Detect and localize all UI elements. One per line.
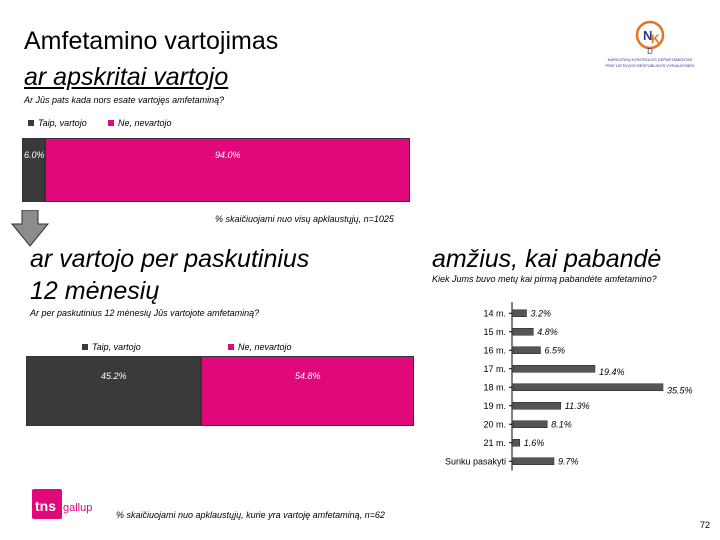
chart1-note: % skaičiuojami nuo visų apklaustųjų, n=1025: [215, 214, 394, 224]
legend-label-yes: Taip, vartojo: [92, 342, 141, 352]
bar-segment-no: [45, 138, 410, 202]
bar: [513, 328, 533, 335]
stacked-bar-chart-ever-used: [22, 138, 410, 202]
y-tick-label: 14 m.: [483, 308, 506, 319]
data-label: 9.7%: [557, 456, 579, 467]
legend-label-no: Ne, nevartojo: [238, 342, 292, 352]
nkd-logo-icon: [600, 18, 700, 70]
section-title-last-12-months-1: ar vartojo per paskutinius: [30, 245, 310, 273]
legend-no-2: [228, 342, 292, 352]
logo-text-line-2: PRIE LIETUVOS RESPUBLIKOS VYRIAUSYBĖS: [605, 63, 695, 68]
legend-yes-2: [82, 342, 141, 352]
y-tick-label: 19 m.: [483, 400, 506, 411]
question-age-first-try: Kiek Jums buvo metų kai pirmą pabandėte amfetamino?: [432, 274, 657, 284]
question-last-12-months: Ar per paskutinius 12 mėnesių Jūs vartojote amfetaminą?: [30, 308, 260, 318]
nkd-logo: [600, 18, 700, 70]
page-title: Amfetamino vartojimas: [24, 27, 279, 55]
down-arrow-icon: [10, 210, 50, 248]
legend-swatch-yes: [82, 344, 88, 350]
tns-gallup-logo: [32, 483, 112, 523]
bar: [513, 458, 554, 465]
data-label: 3.2%: [530, 308, 552, 319]
svg-text:K: K: [651, 32, 660, 46]
y-tick-label: 21 m.: [483, 437, 506, 448]
legend-swatch-no: [108, 120, 114, 126]
horizontal-bar-chart-age: [430, 300, 710, 490]
bar-segment-yes: [26, 356, 201, 426]
section-title-last-12-months-2: 12 mėnesių: [30, 277, 160, 305]
bar: [513, 439, 520, 446]
legend-yes-1: [28, 118, 87, 128]
legend-no-1: [108, 118, 172, 128]
data-label: 19.4%: [598, 366, 625, 377]
logo-text-line-1: NARKOTIKŲ KONTROLĖS DEPARTAMENTAS: [607, 57, 693, 62]
section-title-age-first-try: amžius, kai pabandė: [432, 245, 662, 273]
legend-label-yes: Taip, vartojo: [38, 118, 87, 128]
bar-segment-no: [201, 356, 414, 426]
data-label: 6.5%: [544, 345, 565, 356]
bar: [513, 310, 527, 317]
bar: [513, 347, 540, 354]
legend-swatch-no: [228, 344, 234, 350]
stacked-bar-chart-last-12-months: [26, 356, 414, 426]
y-tick-label: Sunku pasakyti: [444, 456, 506, 467]
bar-label-yes: 45.2%: [101, 371, 127, 381]
y-tick-label: 15 m.: [483, 326, 506, 337]
data-label: 4.8%: [537, 326, 558, 337]
bar: [513, 365, 595, 372]
question-ever-used: Ar Jūs pats kada nors esate vartojęs amfetaminą?: [24, 95, 225, 105]
bar-label-yes: 6.0%: [24, 150, 45, 160]
data-label: 11.3%: [564, 400, 590, 411]
data-label: 8.1%: [551, 419, 572, 430]
svg-text:D: D: [647, 47, 653, 56]
chart2-note: % skaičiuojami nuo apklaustųjų, kurie yra vartoję amfetaminą, n=62: [116, 510, 385, 520]
legend-swatch-yes: [28, 120, 34, 126]
bar-label-no: 54.8%: [295, 371, 321, 381]
page-number: 72: [699, 520, 710, 530]
bar-label-no: 94.0%: [215, 150, 241, 160]
section-title-ever-used: ar apskritai vartojo: [24, 63, 229, 91]
data-label: 1.6%: [523, 437, 545, 448]
bar: [513, 421, 547, 428]
tns-logo-text: tns: [35, 498, 56, 514]
legend-label-no: Ne, nevartojo: [118, 118, 172, 128]
y-tick-label: 17 m.: [483, 363, 506, 374]
y-tick-label: 20 m.: [483, 419, 506, 430]
y-tick-label: 18 m.: [483, 382, 506, 393]
svg-text:N: N: [643, 28, 653, 43]
bar-segment-yes: [22, 138, 45, 202]
gallup-logo-text: gallup: [63, 502, 93, 514]
bar: [513, 402, 561, 409]
bar: [513, 384, 663, 391]
data-label: 35.5%: [667, 385, 693, 396]
y-tick-label: 16 m.: [483, 345, 506, 356]
